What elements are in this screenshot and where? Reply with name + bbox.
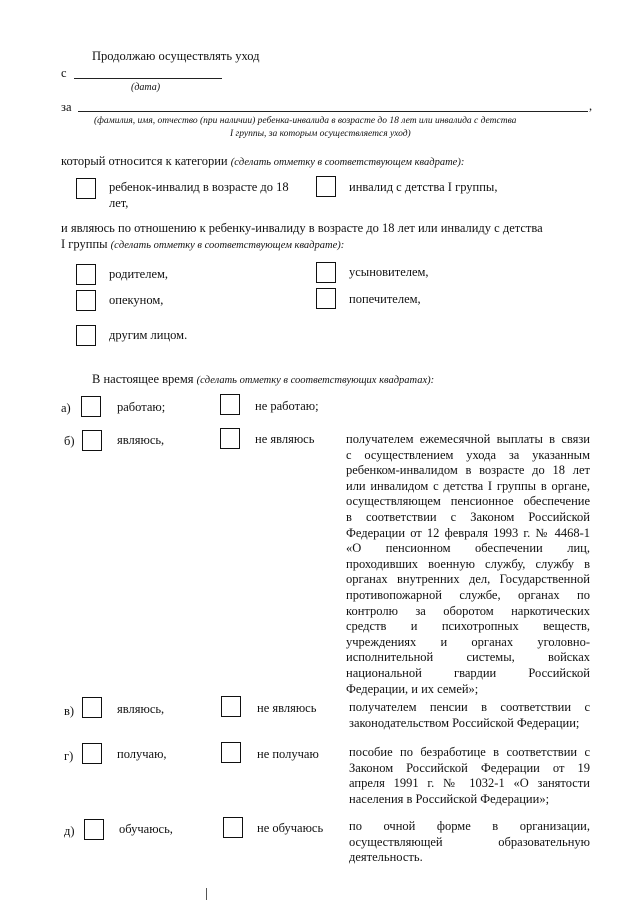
not-working-checkbox[interactable] bbox=[220, 394, 240, 415]
guardian-checkbox[interactable] bbox=[76, 290, 96, 311]
relation-hint: (сделать отметку в соответствующем квадрате): bbox=[110, 240, 345, 251]
education-description bbox=[349, 819, 590, 866]
working-checkbox[interactable] bbox=[81, 396, 101, 417]
desc-line: Законом Российской Федерации от 19 bbox=[349, 760, 590, 775]
desc-line: проходивших военную службу, службу в bbox=[346, 556, 590, 571]
monthly-payment-description bbox=[346, 432, 590, 697]
item-v-letter: в) bbox=[64, 704, 75, 718]
desc-line: по очной форме в организации, bbox=[349, 819, 590, 833]
desc-line: деятельность. bbox=[349, 850, 423, 865]
desc-line: национальной гвардии Российской bbox=[346, 665, 590, 680]
is-monthly-payment-recipient-checkbox[interactable] bbox=[82, 430, 102, 451]
child-disabled-label-line1: ребенок-инвалид в возрасте до 18 bbox=[109, 180, 289, 194]
scan-mark bbox=[206, 888, 207, 900]
desc-line: контролю за оборотом наркотических bbox=[346, 603, 590, 618]
current-intro bbox=[92, 371, 434, 389]
category-text: который относится к категории bbox=[61, 154, 228, 168]
unemployment-benefit-description bbox=[349, 745, 590, 807]
parent-label: родителем, bbox=[109, 267, 169, 281]
item-a-letter: а) bbox=[61, 401, 71, 415]
other-person-label: другим лицом. bbox=[109, 328, 188, 342]
trustee-label: попечителем, bbox=[349, 292, 421, 306]
item-g-letter: г) bbox=[64, 749, 74, 763]
pension-description bbox=[349, 700, 590, 731]
not-studying-checkbox[interactable] bbox=[223, 817, 243, 838]
desc-line: Федерации, и их семей»; bbox=[346, 681, 479, 696]
disabled-since-childhood-checkbox[interactable] bbox=[316, 176, 336, 197]
not-working-label: не работаю; bbox=[255, 399, 319, 413]
desc-line: с осуществлением ухода за указанным bbox=[346, 447, 590, 462]
child-disabled-checkbox[interactable] bbox=[76, 178, 96, 199]
is-pension-recipient-label: являюсь, bbox=[117, 702, 165, 716]
not-monthly-payment-recipient-checkbox[interactable] bbox=[220, 428, 240, 449]
for-label: за bbox=[61, 100, 72, 114]
working-label: работаю; bbox=[117, 400, 166, 414]
adopter-label: усыновителем, bbox=[349, 265, 429, 279]
not-receiving-benefit-label: не получаю bbox=[257, 747, 319, 761]
is-pension-recipient-checkbox[interactable] bbox=[82, 697, 102, 718]
desc-line: осуществляющей образовательную bbox=[349, 834, 590, 849]
desc-line: органах внутренних дел, Государственной bbox=[346, 572, 590, 587]
not-studying-label: не обучаюсь bbox=[257, 821, 324, 835]
desc-line: «О пенсионном обеспечении лиц, bbox=[346, 541, 590, 556]
not-pension-recipient-label: не являюсь bbox=[257, 701, 317, 715]
desc-line: пособие по безработице в соответствии с bbox=[349, 745, 590, 759]
relation-line1: и являюсь по отношению к ребенку-инвалиду в возрасте до 18 лет или инвалиду с детства bbox=[61, 221, 543, 235]
item-b-letter: б) bbox=[64, 434, 75, 448]
continue-care-label: Продолжаю осуществлять уход bbox=[92, 49, 260, 63]
relation-line2 bbox=[61, 236, 344, 254]
relation-group-text: I группы bbox=[61, 237, 108, 251]
guardian-label: опекуном, bbox=[109, 293, 164, 307]
child-disabled-label-line2: лет, bbox=[109, 196, 129, 210]
desc-line: ребенком-инвалидом в возрасте до 18 лет bbox=[346, 463, 590, 478]
disabled-since-childhood-label: инвалид с детства I группы, bbox=[349, 180, 498, 194]
desc-line: осуществляющем пенсионное обеспечение bbox=[346, 494, 590, 509]
not-pension-recipient-checkbox[interactable] bbox=[221, 696, 241, 717]
category-hint: (сделать отметку в соответствующем квадрате): bbox=[230, 157, 465, 168]
current-text: В настоящее время bbox=[92, 372, 194, 386]
from-label: с bbox=[61, 66, 67, 80]
desc-line: населения в Российской Федерации»; bbox=[349, 791, 550, 806]
studying-checkbox[interactable] bbox=[84, 819, 104, 840]
desc-line: средств и психотропных веществ, bbox=[346, 619, 590, 634]
desc-line: противопожарной службе, органах по bbox=[346, 587, 590, 602]
person-hint-line1: (фамилия, имя, отчество (при наличии) ребенка-инвалида в возрасте до 18 лет или инвалида с детства bbox=[94, 116, 517, 126]
current-hint: (сделать отметку в соответствующих квадратах): bbox=[196, 375, 435, 386]
desc-line: или инвалидом с детства I группы в органе, bbox=[346, 478, 590, 493]
receiving-benefit-checkbox[interactable] bbox=[82, 743, 102, 764]
other-person-checkbox[interactable] bbox=[76, 325, 96, 346]
not-monthly-payment-recipient-label: не являюсь bbox=[255, 432, 315, 446]
desc-line: получателем пенсии в соответствии с bbox=[349, 700, 590, 714]
desc-line: получателем ежемесячной выплаты в связи bbox=[346, 432, 590, 446]
parent-checkbox[interactable] bbox=[76, 264, 96, 285]
desc-line: в соответствии с Законом Российской bbox=[346, 509, 590, 524]
desc-line: законодательством Российской Федерации; bbox=[349, 715, 580, 730]
not-receiving-benefit-checkbox[interactable] bbox=[221, 742, 241, 763]
item-d-letter: д) bbox=[64, 824, 75, 838]
desc-line: апреля 1991 г. № 1032-1 «О занятости bbox=[349, 776, 590, 791]
date-hint: (дата) bbox=[131, 82, 161, 93]
desc-line: Федерации от 12 февраля 1993 г. № 4468-1 bbox=[346, 525, 590, 540]
trustee-checkbox[interactable] bbox=[316, 288, 336, 309]
person-name-field[interactable] bbox=[78, 111, 588, 112]
studying-label: обучаюсь, bbox=[119, 822, 173, 836]
adopter-checkbox[interactable] bbox=[316, 262, 336, 283]
desc-line: исполнительной системы, войсках bbox=[346, 650, 590, 665]
receiving-benefit-label: получаю, bbox=[117, 747, 167, 761]
desc-line: учреждениях и органах уголовно- bbox=[346, 634, 590, 649]
date-field[interactable] bbox=[74, 78, 222, 79]
person-hint-line2: I группы, за которым осуществляется уход) bbox=[230, 129, 411, 139]
is-monthly-payment-recipient-label: являюсь, bbox=[117, 433, 165, 447]
comma: , bbox=[589, 99, 593, 113]
category-intro bbox=[61, 153, 464, 171]
